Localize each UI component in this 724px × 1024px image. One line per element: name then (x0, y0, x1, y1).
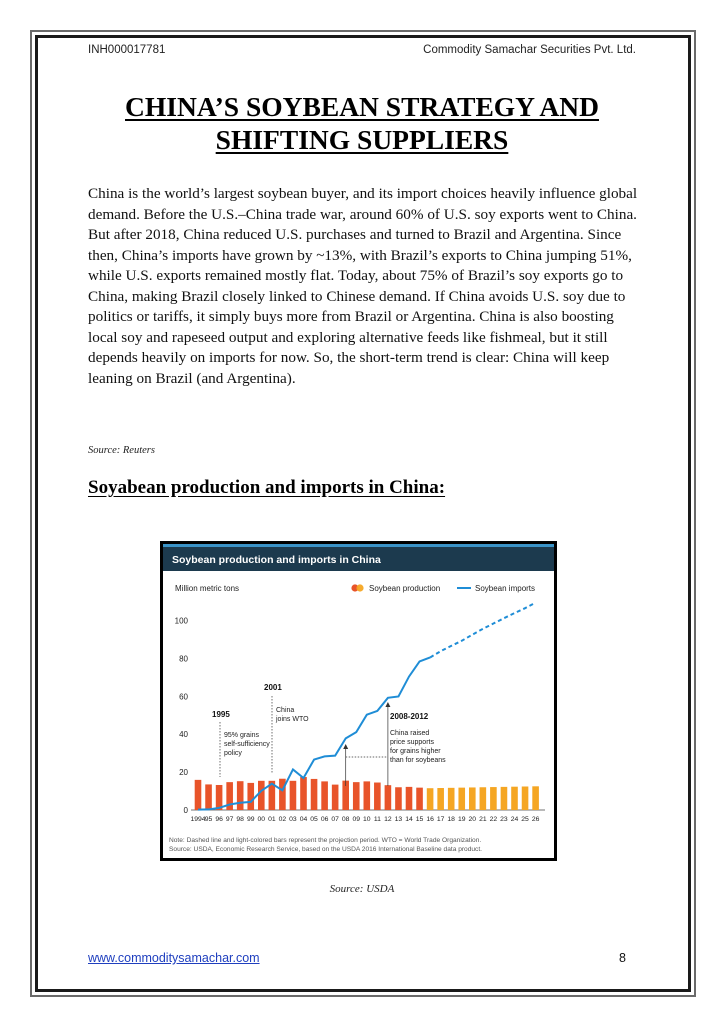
x-tick-label: 05 (310, 816, 318, 823)
production-bar (511, 787, 518, 810)
chart-svg (160, 541, 557, 861)
annotation-2008-2012-text: for grains higher (390, 748, 441, 755)
x-tick-label: 13 (394, 816, 403, 823)
x-tick-label: 96 (215, 816, 223, 823)
x-tick-label: 26 (531, 816, 540, 823)
production-bar (279, 779, 286, 810)
production-bar (395, 787, 402, 810)
x-tick-label: 04 (299, 816, 308, 823)
x-tick-label: 02 (278, 816, 287, 823)
x-tick-label: 17 (436, 816, 445, 823)
legend-imports-label: Soybean imports (475, 584, 536, 593)
x-tick-label: 1994 (190, 816, 206, 823)
annotation-2008-2012-label: 2008-2012 (390, 712, 429, 721)
header-registration-number: INH000017781 (88, 44, 166, 56)
production-bar (427, 788, 434, 810)
annotation-2001-year: 2001 (264, 683, 282, 692)
production-bar (237, 781, 244, 810)
production-bar (469, 787, 476, 810)
y-tick-label: 40 (179, 730, 188, 740)
x-tick-label: 15 (415, 816, 424, 823)
chart-note: Note: Dashed line and light-colored bars represent the projection period. WTO = World Trade Organization. (169, 837, 482, 844)
x-tick-label: 07 (331, 816, 339, 823)
x-tick-label: 10 (363, 816, 371, 823)
x-tick-label: 25 (521, 816, 529, 823)
y-tick-label: 100 (174, 616, 188, 626)
production-bar (353, 782, 360, 810)
legend-production-swatch-projection (356, 584, 363, 591)
production-bar (448, 788, 455, 810)
x-tick-label: 98 (236, 816, 244, 823)
x-tick-label: 14 (405, 816, 413, 823)
x-tick-label: 06 (320, 816, 329, 823)
annotation-1995-text: self-sufficiency (224, 741, 270, 748)
production-bar (490, 787, 497, 810)
production-bar (321, 781, 328, 810)
annotation-2001-text: joins WTO (276, 716, 309, 723)
production-bar (205, 784, 212, 810)
production-bar (480, 787, 487, 810)
source-usda: Source: USDA (329, 883, 395, 895)
x-tick-label: 08 (341, 816, 350, 823)
production-bar (311, 779, 318, 810)
production-bar (458, 788, 465, 810)
production-bar (364, 781, 371, 810)
chart-figure (160, 541, 557, 861)
y-tick-label: 60 (179, 692, 188, 702)
x-tick-label: 11 (373, 816, 381, 823)
x-tick-label: 03 (289, 816, 297, 823)
annotation-1995-year: 1995 (212, 710, 230, 719)
y-tick-label: 20 (179, 768, 188, 778)
header-company-name: Commodity Samachar Securities Pvt. Ltd. (423, 44, 636, 56)
x-tick-label: 97 (225, 816, 234, 823)
annotation-2008-2012-text: China raised (390, 730, 430, 737)
x-tick-label: 01 (268, 816, 276, 823)
x-tick-label: 16 (426, 816, 434, 823)
x-tick-label: 00 (257, 816, 266, 823)
chart-title: Soybean production and imports in China (172, 554, 381, 566)
chart-section-heading: Soyabean production and imports in China: (88, 477, 446, 498)
x-tick-label: 24 (510, 816, 519, 823)
production-bar (247, 783, 254, 810)
y-tick-label: 80 (179, 654, 188, 664)
page-title-line-2: SHIFTING SUPPLIERS (215, 124, 509, 155)
page-title-line-1: CHINA’S SOYBEAN STRATEGY AND (125, 91, 599, 122)
production-bar (332, 785, 339, 810)
x-tick-label: 23 (500, 816, 508, 823)
x-tick-label: 22 (489, 816, 498, 823)
production-bar (406, 787, 413, 810)
x-tick-label: 95 (204, 816, 213, 823)
x-tick-label: 99 (246, 816, 255, 823)
production-bar (437, 788, 444, 810)
annotation-2008-2012-text: price supports (390, 739, 434, 746)
website-link[interactable]: www.commoditysamachar.com (88, 951, 260, 965)
x-tick-label: 19 (457, 816, 466, 823)
production-bar (501, 787, 508, 810)
page-title (60, 90, 664, 156)
x-tick-label: 12 (384, 816, 392, 823)
source-reuters: Source: Reuters (88, 445, 155, 456)
x-tick-label: 09 (352, 816, 361, 823)
x-tick-label: 18 (447, 816, 455, 823)
annotation-1995-text: 95% grains (224, 732, 260, 739)
x-tick-label: 21 (479, 816, 487, 823)
annotation-2008-2012-text: than for soybeans (390, 757, 446, 764)
chart-header-accent (163, 544, 554, 547)
production-bar (300, 777, 307, 810)
annotation-1995-text: policy (224, 750, 242, 757)
production-bar (290, 781, 297, 810)
production-bar (374, 783, 381, 810)
production-bar (532, 786, 539, 810)
legend-production-label: Soybean production (369, 584, 441, 593)
annotation-2001-text: China (276, 707, 295, 714)
production-bar (195, 780, 202, 810)
production-bar (522, 787, 529, 810)
body-paragraph: China is the world’s largest soybean buyer, and its import choices heavily influence global demand. Before the U.S.–China trade war, around 60% of U.S. soy exports went to China. But after 2018, China reduced U.S. purchases and turned to Brazil and Argentina. Since then, China’s imports have grown by ~13%, with Brazil’s exports to China jumping 51%, while U.S. exports remained mostly flat. Today, about 75% of Brazil’s soy exports go to China, making Brazil closely linked to Chinese demand. If China avoids U.S. soy due to politics or tariffs, it simply buys more from Brazil or Argentina. China is also boosting local soy and rapeseed output and exploring alternative feeds like fishmeal, but it still depends heavily on imports for now. So, the short-term trend is clear: China will keep leaning on Brazil (and Argentina). (88, 185, 638, 387)
production-bar (258, 781, 265, 810)
y-tick-label: 0 (183, 806, 188, 815)
production-bar (385, 785, 392, 810)
x-tick-label: 20 (468, 816, 477, 823)
chart-source-note: Source: USDA, Economic Research Service, based on the USDA 2016 International Baseline data product. (169, 846, 483, 853)
page-number: 8 (619, 951, 626, 965)
y-axis-label: Million metric tons (175, 584, 240, 593)
production-bar (416, 788, 423, 810)
